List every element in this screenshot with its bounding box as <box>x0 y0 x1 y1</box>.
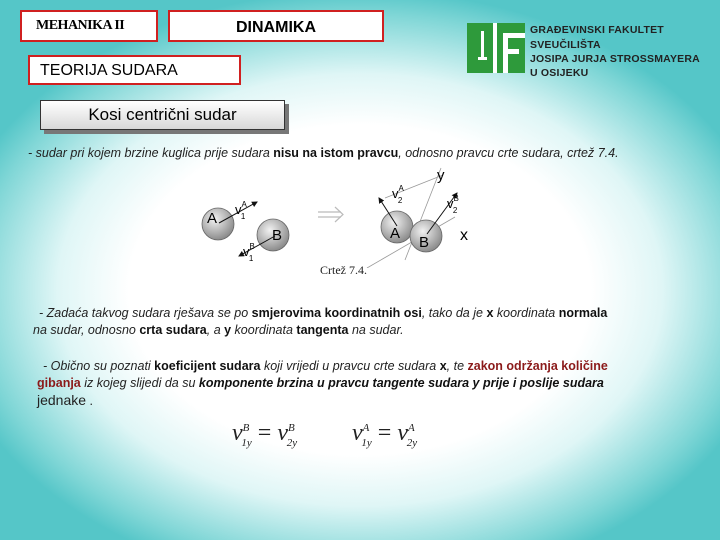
faculty-line-2: SVEUČILIŠTA <box>530 39 601 51</box>
label-v1a: $v^A$ 1 <box>235 200 247 221</box>
label-v2a: $v^A$ 2 <box>392 184 404 205</box>
faculty-line-4: U OSIJEKU <box>530 67 589 79</box>
label-x-axis: x <box>460 227 468 244</box>
label-v2b: $v^B$ 2 <box>447 194 459 215</box>
label-y-axis: y <box>437 167 445 184</box>
transition-arrow <box>318 207 343 222</box>
label-b-before: B <box>272 227 283 244</box>
course-title: MEHANIKA II <box>20 10 158 42</box>
paragraph-conditions: - Obično su poznati koeficijent sudara koji vrijedi u pravcu crte sudara x, te zakon održanja količine gibanja iz kojeg slijedi da su komponente brzina u pravcu tangente sudara y prije i poslije sudara jednake . <box>37 359 608 408</box>
faculty-line-3: JOSIPA JURJA STROSSMAYERA <box>530 53 700 65</box>
equation-a: $v^A_{1y} = v^A_{2y}$ <box>352 420 418 449</box>
faculty-logo-icon <box>467 23 525 73</box>
collision-diagram <box>195 160 495 268</box>
faculty-line-1: GRAĐEVINSKI FAKULTET <box>530 24 664 36</box>
section-title: TEORIJA SUDARA <box>28 55 241 85</box>
label-v1b: $v^B$ 1 <box>243 242 255 263</box>
paragraph-definition: - sudar pri kojem brzine kuglica prije sudara nisu na istom pravcu, odnosno pravcu crte sudara, crtež 7.4. <box>28 146 619 160</box>
equation-b: $v^B_{1y} = v^B_{2y}$ <box>232 420 298 449</box>
paragraph-method: - Zadaća takvog sudara rješava se po smjerovima koordinatnih osi, tako da je x koordinata normala na sudar, odnosno crta sudara, a y koordinata tangenta na sudar. <box>33 306 608 337</box>
subsection-title: Kosi centrični sudar <box>40 100 285 130</box>
label-a-before: A <box>207 210 218 227</box>
topic-title: DINAMIKA <box>168 10 384 42</box>
label-a-after: A <box>390 225 401 242</box>
label-b-after: B <box>419 234 430 251</box>
figure-caption: Crtež 7.4. <box>320 263 367 277</box>
